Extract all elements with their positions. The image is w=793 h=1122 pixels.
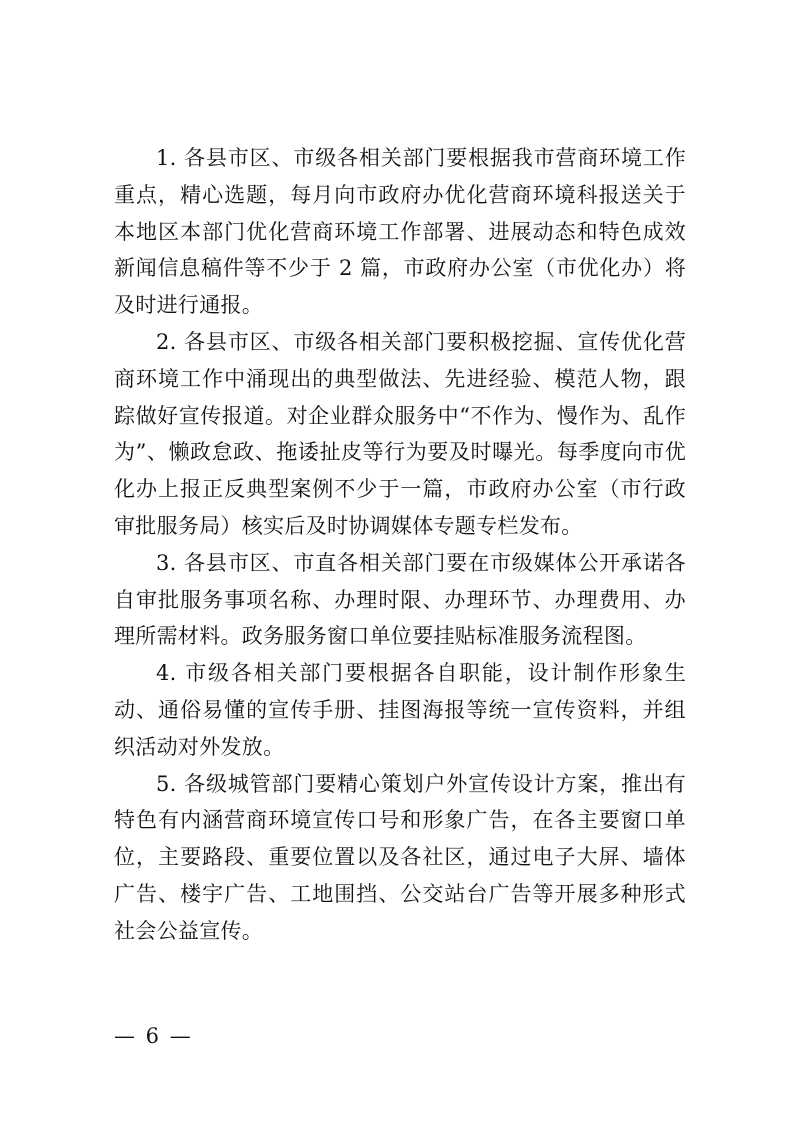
paragraph-3: 3. 各县市区、市直各相关部门要在市级媒体公开承诺各自审批服务事项名称、办理时限、办理环节、办理费用、办理所需材料。政务服务窗口单位要挂贴标准服务流程图。 (114, 550, 686, 649)
document-body (114, 140, 686, 950)
page-number: — 6 — (114, 1024, 193, 1048)
paragraph-4: 4. 市级各相关部门要根据各自职能，设计制作形象生动、通俗易懂的宣传手册、挂图海报等统一宣传资料，并组织活动对外发放。 (114, 661, 686, 759)
paragraph-5: 5. 各级城管部门要精心策划户外宣传设计方案，推出有特色有内涵营商环境宣传口号和形象广告，在各主要窗口单位，主要路段、重要位置以及各社区，通过电子大屏、墙体广告、楼宇广告、工地围挡、公交站台广告等开展多种形式社会公益宣传。 (114, 771, 686, 943)
paragraph-2: 2. 各县市区、市级各相关部门要积极挖掘、宣传优化营商环境工作中涌现出的典型做法、先进经验、模范人物，跟踪做好宣传报道。对企业群众服务中“不作为、慢作为、乱作为”、懒政怠政、拖诿扯皮等行为要及时曝光。每季度向市优化办上报正反典型案例不少于一篇，市政府办公室（市行政审批服务局）核实后及时协调媒体专题专栏发布。 (114, 329, 686, 538)
paragraph-1: 1. 各县市区、市级各相关部门要根据我市营商环境工作重点，精心选题，每月向市政府办优化营商环境科报送关于本地区本部门优化营商环境工作部署、进展动态和特色成效新闻信息稿件等不少于 2 篇，市政府办公室（市优化办）将及时进行通报。 (114, 146, 686, 318)
